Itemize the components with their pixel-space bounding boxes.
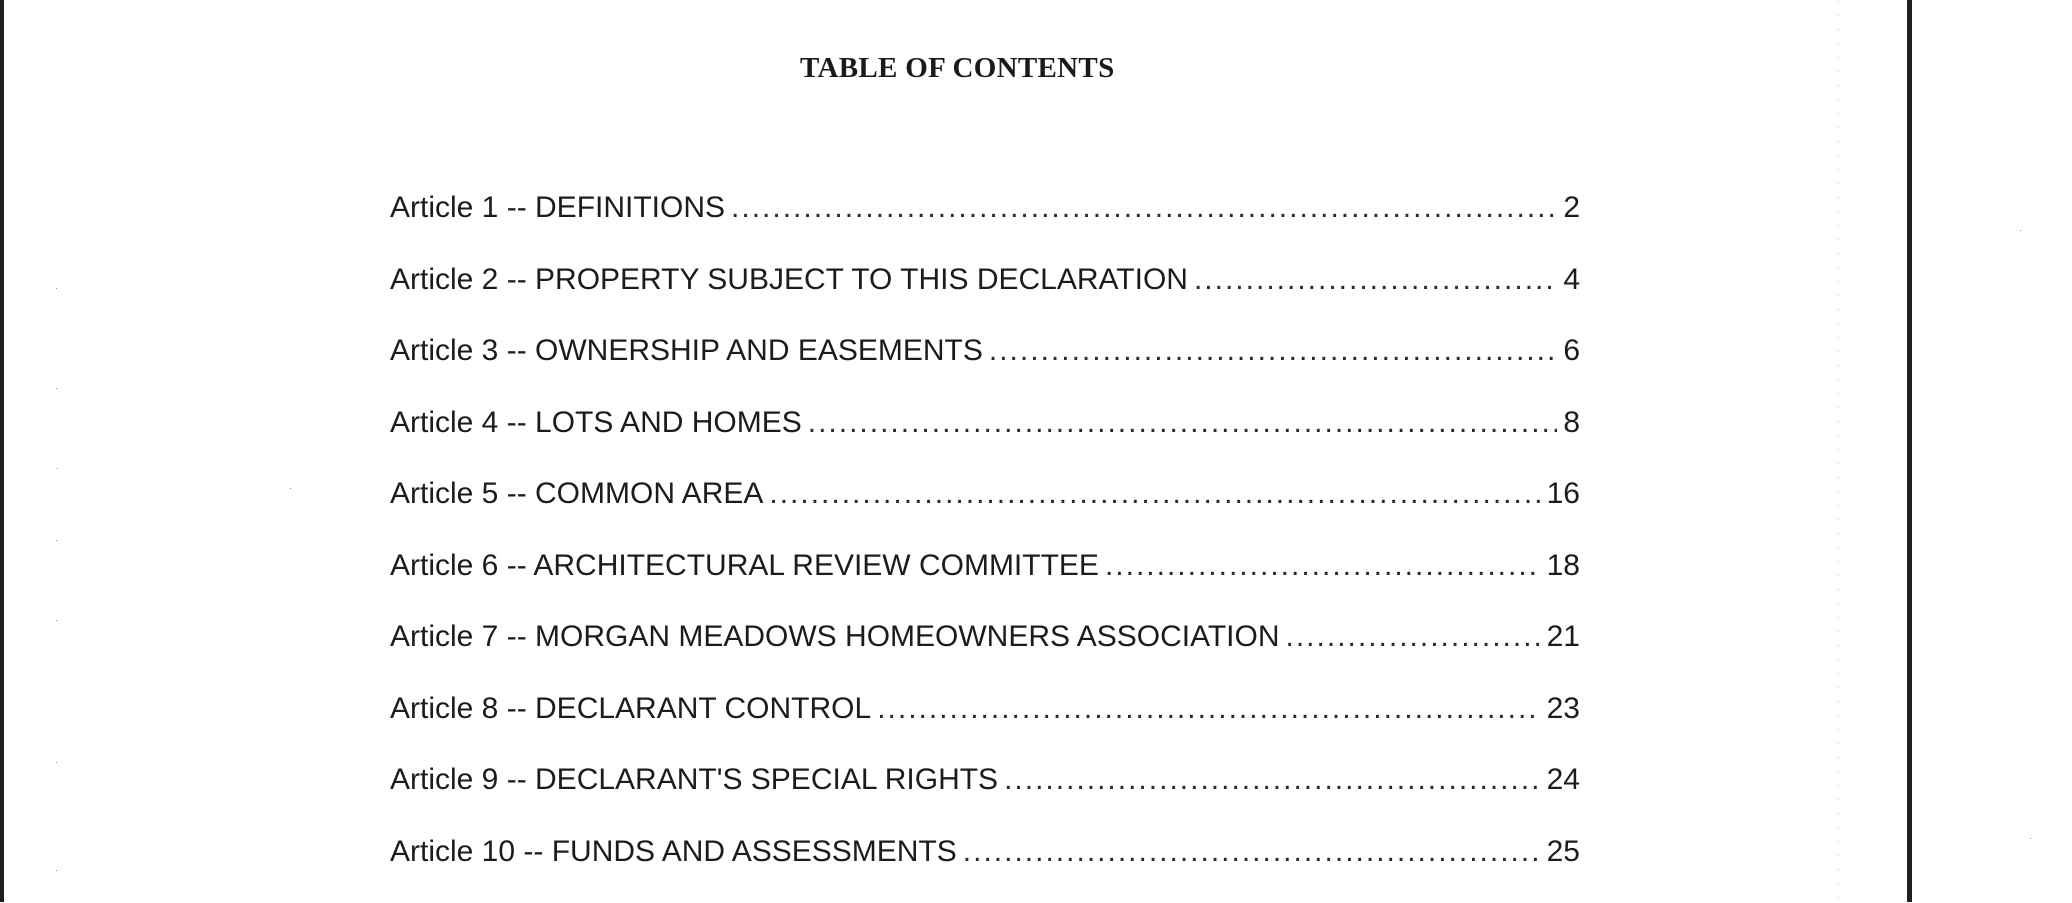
scan-speck <box>56 288 57 289</box>
toc-entry-label: Article 6 -- ARCHITECTURAL REVIEW COMMITTEE <box>390 546 1099 586</box>
scan-speck <box>56 762 57 763</box>
toc-dot-leader <box>1194 260 1557 300</box>
toc-dot-leader <box>989 331 1557 371</box>
scan-speck <box>2020 230 2021 231</box>
scan-speck <box>56 540 57 541</box>
toc-dot-leader <box>963 832 1541 872</box>
toc-entry-label: Article 3 -- OWNERSHIP AND EASEMENTS <box>390 331 983 371</box>
toc-entry-page: 21 <box>1547 617 1580 657</box>
toc-entry-label: Article 10 -- FUNDS AND ASSESSMENTS <box>390 832 957 872</box>
toc-dot-leader <box>808 403 1558 443</box>
toc-dot-leader <box>731 188 1557 228</box>
toc-entry <box>390 689 1580 761</box>
toc-entry <box>390 832 1580 903</box>
scan-speck <box>57 468 58 469</box>
toc-entry-label: Article 7 -- MORGAN MEADOWS HOMEOWNERS ASSOCIATION <box>390 617 1280 657</box>
toc-entry-page: 6 <box>1563 331 1580 371</box>
toc-entry-page: 2 <box>1563 188 1580 228</box>
scan-speck <box>56 620 57 621</box>
toc-entry-label: Article 2 -- PROPERTY SUBJECT TO THIS DECLARATION <box>390 260 1188 300</box>
toc-dot-leader <box>877 689 1540 729</box>
toc-entry-label: Article 1 -- DEFINITIONS <box>390 188 725 228</box>
toc-entry <box>390 617 1580 689</box>
toc-entry-page: 24 <box>1547 760 1580 800</box>
toc-entry-page: 16 <box>1547 474 1580 514</box>
toc-entry-page: 25 <box>1547 832 1580 872</box>
toc-entry-label: Article 9 -- DECLARANT'S SPECIAL RIGHTS <box>390 760 998 800</box>
toc-entry <box>390 260 1580 332</box>
document-title-text: TABLE OF CONTENTS <box>800 52 1115 85</box>
scan-speck <box>56 388 57 389</box>
scan-speck <box>56 870 57 871</box>
scan-speck <box>290 488 291 489</box>
toc-entry-page: 4 <box>1563 260 1580 300</box>
toc-entry-page: 8 <box>1563 403 1580 443</box>
toc-entry <box>390 331 1580 403</box>
toc-entry <box>390 188 1580 260</box>
toc-entry-page: 23 <box>1547 689 1580 729</box>
toc-entry <box>390 546 1580 618</box>
toc-entry-label: Article 5 -- COMMON AREA <box>390 474 763 514</box>
toc-entry-label: Article 8 -- DECLARANT CONTROL <box>390 689 871 729</box>
toc-entry <box>390 760 1580 832</box>
page-right-border <box>1907 0 1912 902</box>
table-of-contents <box>390 188 1580 903</box>
toc-dot-leader <box>1004 760 1541 800</box>
scan-artifact-line <box>1838 0 1839 902</box>
toc-dot-leader <box>1286 617 1541 657</box>
toc-entry-page: 18 <box>1547 546 1580 586</box>
toc-dot-leader <box>769 474 1540 514</box>
toc-entry-label: Article 4 -- LOTS AND HOMES <box>390 403 802 443</box>
toc-dot-leader <box>1105 546 1541 586</box>
toc-entry <box>390 403 1580 475</box>
page-left-border <box>0 0 4 902</box>
toc-entry <box>390 474 1580 546</box>
scan-speck <box>2030 838 2031 839</box>
